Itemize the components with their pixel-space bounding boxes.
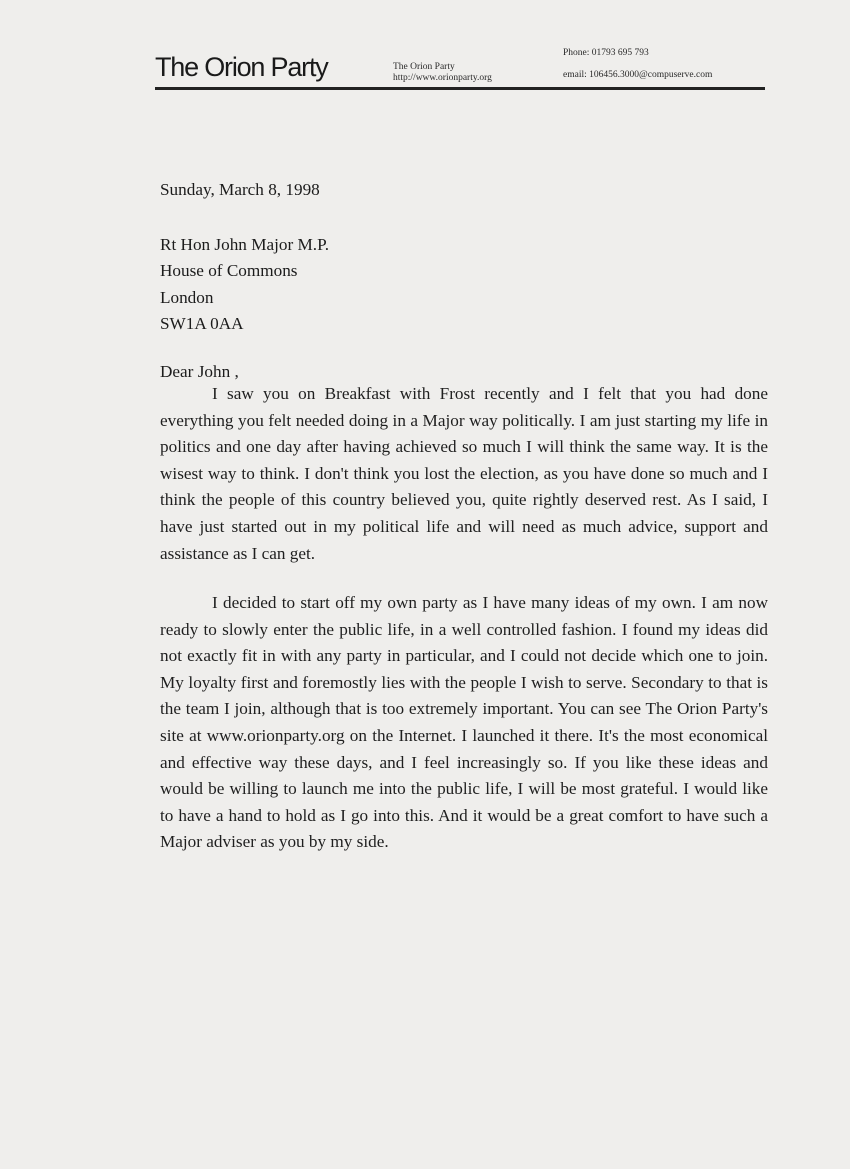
salutation: Dear John , bbox=[160, 362, 239, 381]
letter-date: Sunday, March 8, 1998 bbox=[160, 180, 320, 199]
letterhead-phone: Phone: 01793 695 793 bbox=[563, 48, 649, 58]
letterhead-website: http://www.orionparty.org bbox=[393, 73, 492, 83]
recipient-name: Rt Hon John Major M.P. bbox=[160, 235, 330, 254]
letterhead bbox=[155, 40, 765, 92]
letterhead-org-block bbox=[393, 62, 492, 84]
letter-paragraph-1: I saw you on Breakfast with Frost recently and I felt that you had done everything you felt needed doing in a Major way politically. I am just starting my life in politics and one day after having achieved so much I will think the same way. It is the wisest way to think. I don't think you lost the election, as you have done so much and I think the people of this country believed you, quite rightly deserved rest. As I said, I have just started out in my political life and will need as much advice, support and assistance as I can get. bbox=[160, 384, 768, 563]
letter-paragraph-2: I decided to start off my own party as I have many ideas of my own. I am now ready to slowly enter the public life, in a well controlled fashion. I found my ideas did not exactly fit in with any party in particular, and I could not decide which one to join. My loyalty first and foremostly lies with the people I wish to serve. Secondary to that is the team I join, although that is too extremely important. You can see The Orion Party's site at www.orionparty.org on the Internet. I launched it there. It's the most economical and effective way these days, and I feel increasingly so. If you like these ideas and would be willing to launch me into the public life, I will be most grateful. I would like to have a hand to hold as I go into this. And it would be a great comfort to have such a Major adviser as you by my side. bbox=[160, 593, 768, 852]
letterhead-email: email: 106456.3000@compuserve.com bbox=[563, 70, 713, 80]
letterhead-rule bbox=[155, 87, 765, 90]
letterhead-org-name: The Orion Party bbox=[393, 62, 455, 72]
recipient-line-2: House of Commons bbox=[160, 261, 298, 281]
recipient-postcode: SW1A 0AA bbox=[160, 313, 244, 333]
party-logo-text: The Orion Party bbox=[155, 52, 328, 82]
recipient-line-3: London bbox=[160, 287, 214, 307]
recipient-address bbox=[160, 232, 770, 337]
